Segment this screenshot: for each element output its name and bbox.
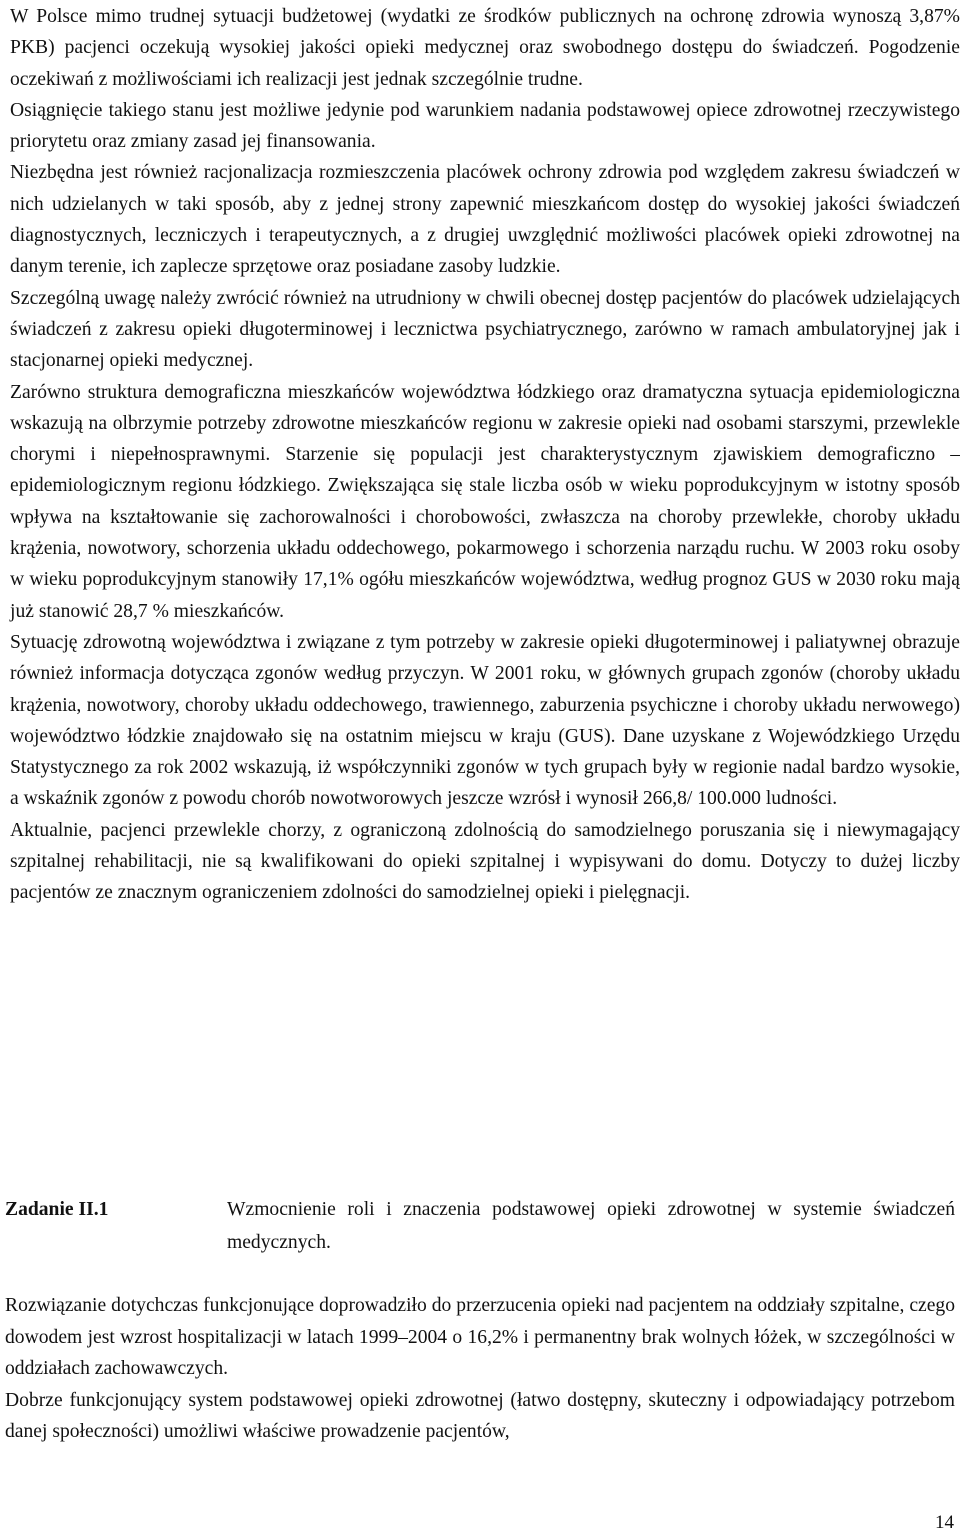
- paragraph-mortality: Sytuację zdrowotną województwa i związane z tym potrzeby w zakresie opieki długoterminowej i paliatywnej obrazuje również informacja dotycząca zgonów według przyczyn. W 2001 roku, w głównych grupach zgonów (choroby układu krążenia, nowotwory, choroby układu oddechowego, trawiennego, zaburzenia psychiczne i choroby układu nerwowego) województwo łódzkie znajdowało się na ostatnim miejscu w kraju (GUS). Dane uzyskane z Wojewódzkiego Urzędu Statystycznego za rok 2002 wskazują, iż współczynniki zgonów w tych grupach były w regionie nadal bardzo wysokie, a wskaźnik zgonów z powodu chorób nowotworowych jeszcze wzrósł i wynosił 266,8/ 100.000 ludności.: [10, 631, 960, 810]
- task-heading: [5, 1193, 955, 1259]
- paragraph-chronic-patients: Aktualnie, pacjenci przewlekle chorzy, z ograniczoną zdolnością do samodzielnego poruszania się i niewymagający szpitalnej rehabilitacji, nie są kwalifikowani do opieki szpitalnej i wypisywani do domu. Dotyczy to dużej liczby pacjentów ze znacznym ograniczeniem zdolności do samodzielnej opieki i pielęgnacji.: [10, 819, 960, 904]
- paragraph-primary-care-system: Dobrze funkcjonujący system podstawowej opieki zdrowotnej (łatwo dostępny, skuteczny i odpowiadający potrzebom danej społeczności) umożliwi właściwe prowadzenie pacjentów,: [5, 1389, 955, 1442]
- paragraph-priority: Osiągnięcie takiego stanu jest możliwe jedynie pod warunkiem nadania podstawowej opiece zdrowotnej rzeczywistego priorytetu oraz zmiany zasad jej finansowania.: [10, 99, 960, 153]
- task-body-text: [5, 1290, 955, 1448]
- body-text: [10, 1, 960, 909]
- paragraph-demographics: Zarówno struktura demograficzna mieszkańców województwa łódzkiego oraz dramatyczna sytuacja epidemiologiczna wskazują na olbrzymie potrzeby zdrowotne mieszkańców regionu w zakresie opieki nad osobami starszymi, przewlekle chorymi i niepełnosprawnymi. Starzenie się populacji jest charakterystycznym zjawiskiem demograficzno – epidemiologicznym regionu łódzkiego. Zwiększająca się stale liczba osób w wieku poprodukcyjnym w istotny sposób wpływa na kształtowanie się zachorowalności i chorobowości, zwłaszcza na choroby przewlekłe, choroby układu krążenia, nowotwory, schorzenia układu oddechowego, pokarmowego i schorzenia narządu ruchu. W 2003 roku osoby w wieku poprodukcyjnym stanowiły 17,1% ogółu mieszkańców województwa, według prognoz GUS w 2030 roku mają już stanowić 28,7 % mieszkańców.: [10, 381, 960, 622]
- task-title: Wzmocnienie roli i znaczenia podstawowej opieki zdrowotnej w systemie świadczeń medycznych.: [227, 1199, 955, 1253]
- paragraph-intro: W Polsce mimo trudnej sytuacji budżetowej (wydatki ze środków publicznych na ochronę zdrowia wynoszą 3,87% PKB) pacjenci oczekują wysokiej jakości opieki medycznej oraz swobodnego dostępu do świadczeń. Pogodzenie oczekiwań z możliwościami ich realizacji jest jednak szczególnie trudne.: [10, 6, 960, 90]
- paragraph-hospitalization: Rozwiązanie dotychczas funkcjonujące doprowadziło do przerzucenia opieki nad pacjentem na oddziały szpitalne, czego dowodem jest wzrost hospitalizacji w latach 1999–2004 o 16,2% i permanentny brak wolnych łóżek, w szczególności w oddziałach zachowawczych.: [5, 1295, 955, 1379]
- task-label: Zadanie II.1: [5, 1199, 109, 1220]
- page-number: 14: [935, 1512, 954, 1533]
- paragraph-rationalization: Niezbędna jest również racjonalizacja rozmieszczenia placówek ochrony zdrowia pod względem zakresu świadczeń w nich udzielanych w taki sposób, aby z jednej strony zapewnić mieszkańcom dostęp do wysokiej jakości świadczeń diagnostycznych, leczniczych i terapeutycznych, a z drugiej uwzględnić możliwości placówek opieki zdrowotnej na danym terenie, ich zaplecze sprzętowe oraz posiadane zasoby ludzkie.: [10, 162, 960, 278]
- paragraph-long-term-care-access: Szczególną uwagę należy zwrócić również na utrudniony w chwili obecnej dostęp pacjentów do placówek udzielających świadczeń z zakresu opieki długoterminowej i lecznictwa psychiatrycznego, zarówno w ramach ambulatoryjnej jak i stacjonarnej opieki medycznej.: [10, 287, 960, 372]
